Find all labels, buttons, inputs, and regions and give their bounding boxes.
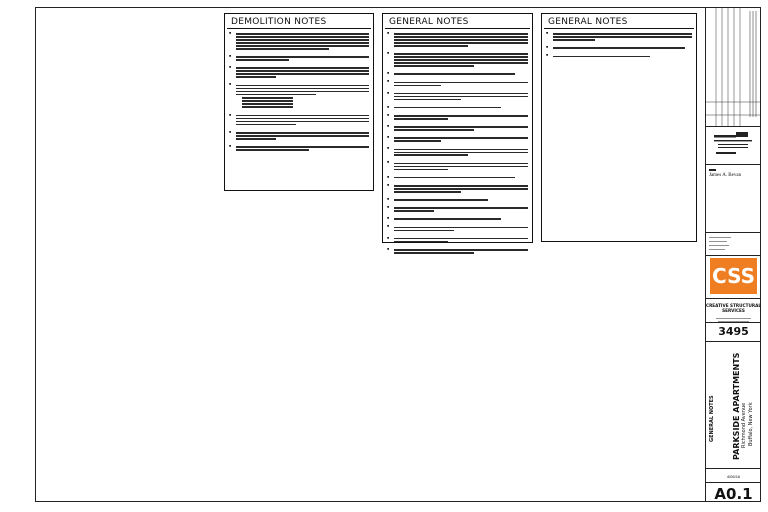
engineer-block <box>706 165 761 233</box>
spec-block <box>706 233 761 256</box>
spec-lines <box>706 233 761 256</box>
note-number: ■ <box>229 82 232 87</box>
note-text <box>394 125 528 132</box>
note-number: ■ <box>229 112 232 117</box>
note-number: ■ <box>387 216 390 221</box>
demolition-notes-panel <box>224 13 374 191</box>
note-item <box>387 248 528 255</box>
sheet-number: A0.1 <box>714 485 753 503</box>
project-city: Buffalo, New York <box>748 402 754 446</box>
note-number: ■ <box>387 112 390 117</box>
note-text <box>553 54 692 58</box>
note-number: ■ <box>546 53 549 58</box>
sheet-title-block <box>706 341 761 469</box>
note-item <box>229 32 369 51</box>
note-item <box>546 32 692 42</box>
note-number: ■ <box>387 90 390 95</box>
note-item <box>387 161 528 171</box>
note-number: ■ <box>387 235 390 240</box>
note-number: ■ <box>546 31 549 35</box>
note-text <box>394 198 528 202</box>
firm-name: CREATIVE STRUCTURAL SERVICES <box>706 303 762 313</box>
note-number: ■ <box>387 104 390 109</box>
note-text <box>236 131 369 141</box>
note-text <box>394 206 528 213</box>
note-item <box>387 217 528 221</box>
note-item <box>546 46 692 50</box>
note-text <box>394 32 528 48</box>
note-text <box>553 32 692 42</box>
note-text <box>236 66 369 79</box>
note-text <box>236 145 369 152</box>
revision-table <box>706 7 761 127</box>
note-text <box>394 92 528 102</box>
note-item <box>387 92 528 102</box>
note-text <box>394 184 528 194</box>
note-number: ■ <box>387 246 390 251</box>
note-text <box>394 237 528 244</box>
note-number: ■ <box>387 196 390 201</box>
project-name: PARKSIDE APARTMENTS <box>732 352 741 460</box>
note-item <box>387 225 528 232</box>
drawing-date: 4/06/16 <box>726 474 741 479</box>
architect-block <box>706 127 761 165</box>
note-item <box>387 198 528 202</box>
note-text <box>394 176 528 180</box>
note-item <box>229 145 369 152</box>
note-text <box>236 83 369 109</box>
note-item <box>229 83 369 109</box>
date-block <box>706 469 761 483</box>
project-number: 3495 <box>718 325 749 338</box>
note-number: ■ <box>387 146 390 151</box>
note-item <box>387 237 528 244</box>
note-text <box>394 106 528 110</box>
note-number: ■ <box>229 54 232 59</box>
project-address: Richmond Avenue <box>741 402 747 448</box>
note-item <box>387 184 528 194</box>
note-number: ■ <box>387 71 390 76</box>
note-item <box>387 114 528 121</box>
revision-grid <box>706 7 761 127</box>
note-number: ■ <box>229 31 232 35</box>
general-notes-panel-1 <box>382 13 533 251</box>
note-number: ■ <box>387 135 390 140</box>
note-item <box>229 55 369 62</box>
note-number: ■ <box>387 51 390 56</box>
note-item <box>387 176 528 180</box>
general-notes-list-2 <box>546 32 692 58</box>
general-notes-title-1: GENERAL NOTES <box>385 16 530 29</box>
note-number: ■ <box>387 31 390 35</box>
note-number: ■ <box>229 65 232 70</box>
note-text <box>236 55 369 62</box>
note-item <box>387 136 528 143</box>
general-notes-title-2: GENERAL NOTES <box>544 16 694 29</box>
note-item <box>387 106 528 110</box>
note-text <box>236 32 369 51</box>
note-item <box>229 66 369 79</box>
note-item <box>229 131 369 141</box>
note-item <box>387 80 528 87</box>
sheet-title: GENERAL NOTES <box>709 395 715 442</box>
engineer-signature: James A. Bevan <box>709 173 742 178</box>
note-number: ■ <box>387 182 390 187</box>
architect-logo <box>706 127 761 165</box>
note-item <box>387 206 528 213</box>
note-item <box>387 52 528 68</box>
note-number: ■ <box>387 205 390 210</box>
note-text <box>394 161 528 171</box>
general-notes-list-1 <box>387 32 528 255</box>
general-notes-panel-2 <box>541 13 697 242</box>
note-text <box>394 72 528 76</box>
note-text <box>553 46 692 50</box>
note-item <box>387 125 528 132</box>
note-text <box>394 136 528 143</box>
note-number: ■ <box>387 174 390 179</box>
note-number: ■ <box>387 224 390 229</box>
note-number: ■ <box>229 143 232 148</box>
note-text <box>394 217 528 221</box>
note-number: ■ <box>387 160 390 165</box>
note-text <box>394 147 528 157</box>
note-item <box>546 54 692 58</box>
note-item <box>229 114 369 127</box>
css-logo: CSS <box>710 258 757 294</box>
note-text <box>236 114 369 127</box>
note-number: ■ <box>387 124 390 129</box>
note-text <box>394 248 528 255</box>
title-block <box>705 7 761 502</box>
note-item <box>387 72 528 76</box>
note-number: ■ <box>387 79 390 84</box>
demolition-notes-title: DEMOLITION NOTES <box>227 16 371 29</box>
firm-block <box>706 298 761 323</box>
note-number: ■ <box>546 45 549 50</box>
note-text <box>394 80 528 87</box>
note-number: ■ <box>229 129 232 134</box>
demolition-notes-list <box>229 32 369 152</box>
note-item <box>387 32 528 48</box>
note-text <box>394 225 528 232</box>
note-text <box>394 114 528 121</box>
note-text <box>394 52 528 68</box>
note-item <box>387 147 528 157</box>
